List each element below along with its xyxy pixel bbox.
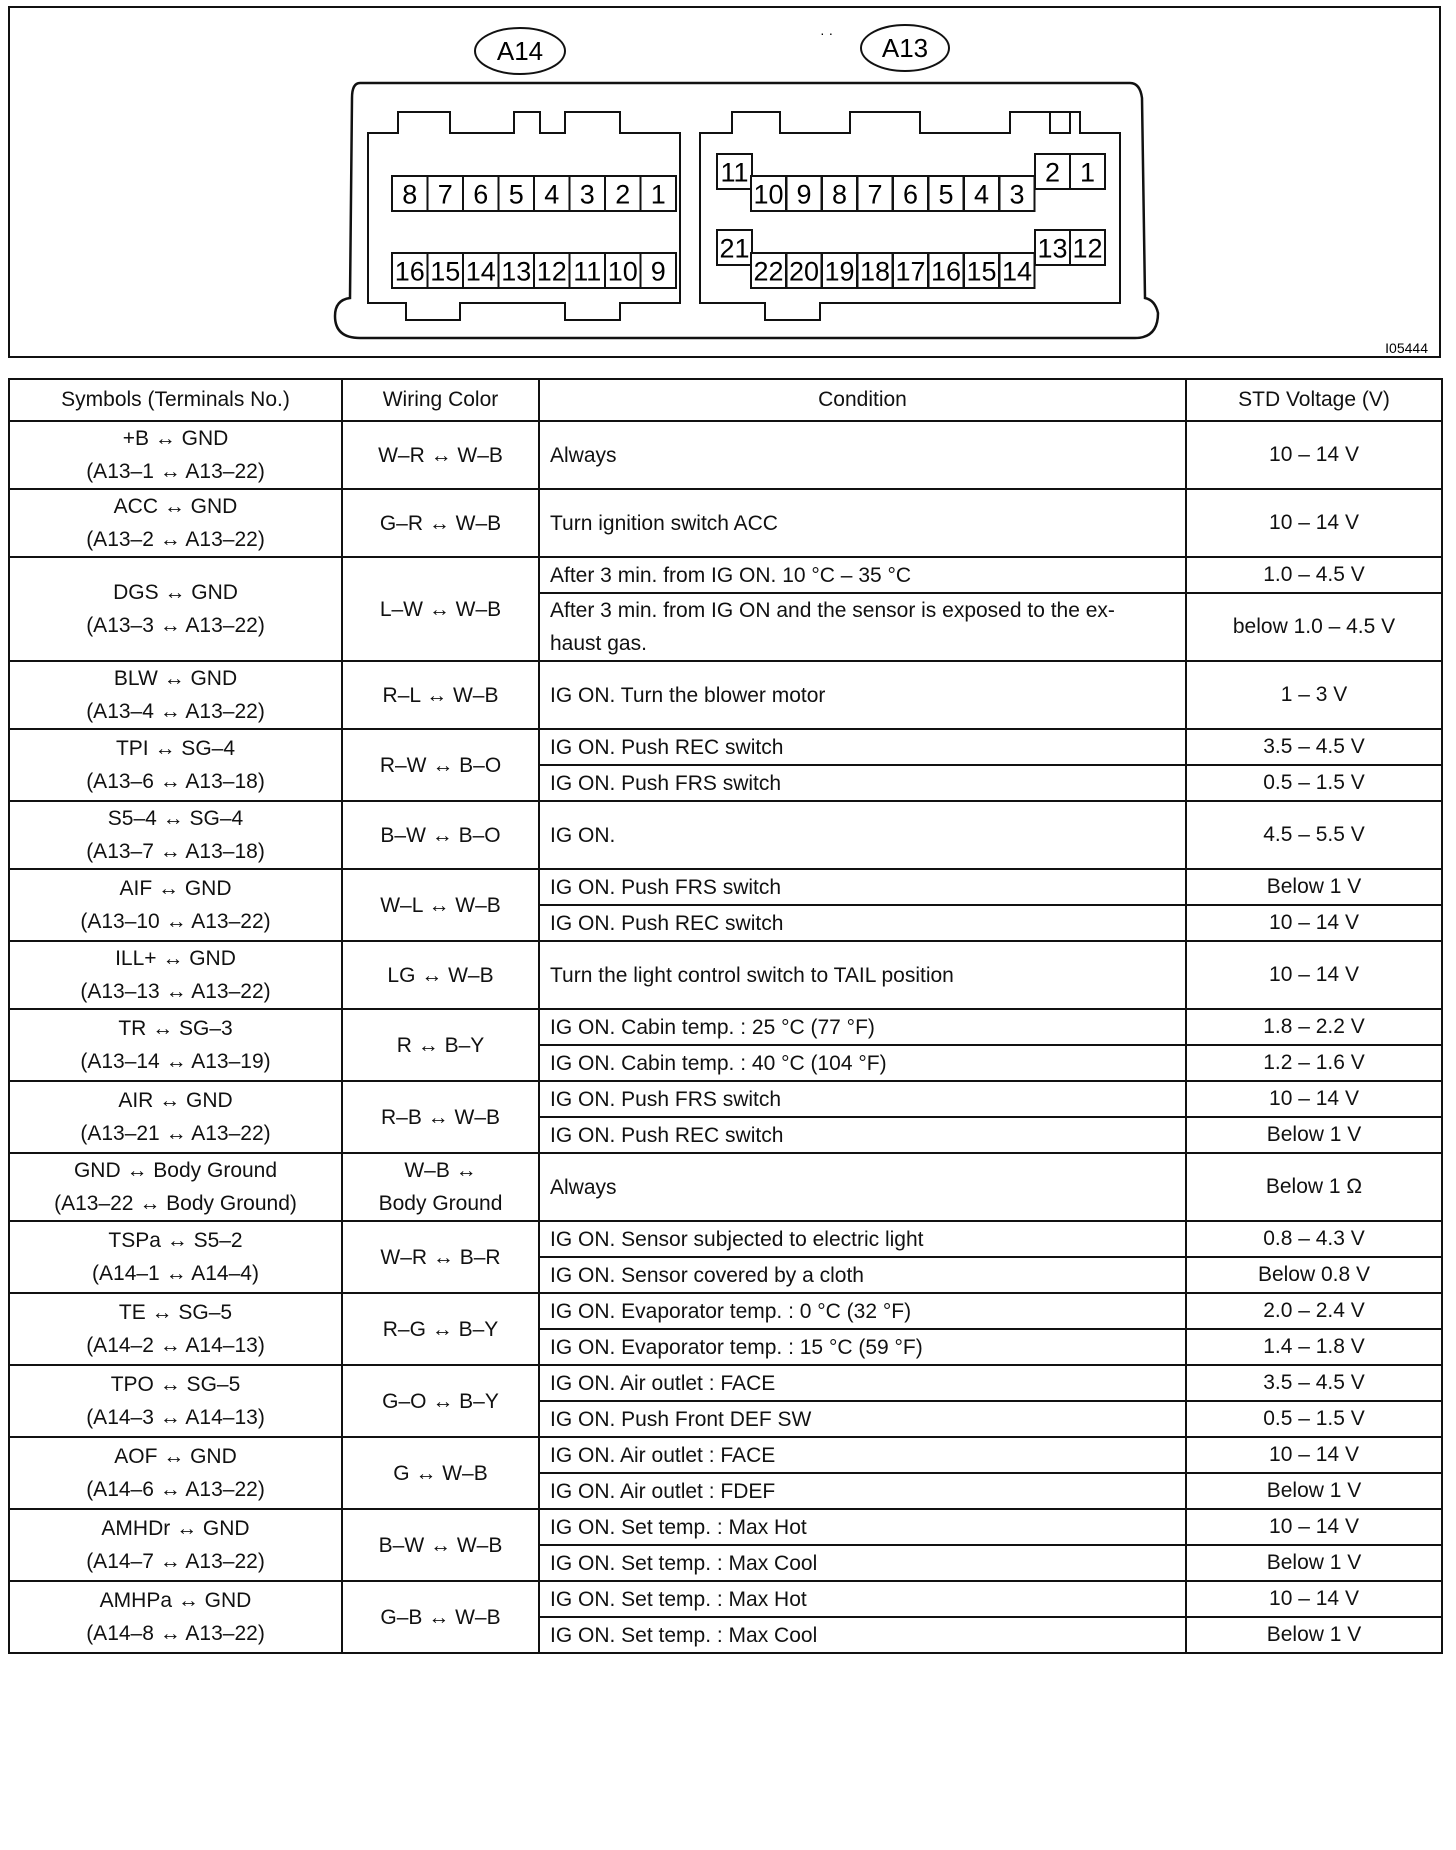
a14-pin-9: 9 xyxy=(650,256,666,287)
std-voltage-text: Below 1 V xyxy=(1266,1551,1362,1574)
symbol-text: AMHDr ↔ GND xyxy=(101,1517,250,1540)
a13-pin-2: 2 xyxy=(1044,157,1061,188)
terminal-numbers: (A13–13 ↔ A13–22) xyxy=(80,980,271,1003)
std-voltage-text: Below 1 V xyxy=(1266,1123,1362,1146)
std-voltage-text: 10 – 14 V xyxy=(1269,511,1359,534)
condition-cell xyxy=(539,593,1186,661)
condition-text: IG ON. Set temp. : Max Hot xyxy=(550,1515,807,1539)
a13-pin-13: 13 xyxy=(1037,233,1068,264)
terminal-numbers: (A14–2 ↔ A14–13) xyxy=(86,1334,265,1357)
a13-pin-4: 4 xyxy=(973,179,990,210)
terminal-numbers: (A13–14 ↔ A13–19) xyxy=(80,1050,271,1073)
std-voltage-text: 3.5 – 4.5 V xyxy=(1263,735,1365,758)
table-row xyxy=(9,557,1442,593)
a13-pin-7: 7 xyxy=(867,179,883,210)
a14-pin-10: 10 xyxy=(607,256,638,287)
condition-cell xyxy=(539,1117,1186,1153)
table-row xyxy=(9,869,1442,905)
symbol-cell xyxy=(9,1581,342,1653)
symbol-cell xyxy=(9,661,342,729)
std-voltage-cell xyxy=(1186,1081,1442,1117)
a14-pin-8: 8 xyxy=(402,179,418,210)
a14-pin-3: 3 xyxy=(579,179,595,210)
condition-text: IG ON. Push FRS switch xyxy=(550,875,782,899)
table-row xyxy=(9,1509,1442,1545)
condition-cell xyxy=(539,1473,1186,1509)
terminal-numbers: (A13–22 ↔ Body Ground) xyxy=(54,1192,297,1215)
std-voltage-text: Below 0.8 V xyxy=(1257,1263,1371,1286)
a13-pin-20: 20 xyxy=(788,256,820,287)
std-voltage-cell xyxy=(1186,421,1442,489)
condition-cell xyxy=(539,1401,1186,1437)
std-voltage-cell xyxy=(1186,1293,1442,1329)
wiring-color-text: W–R ↔ W–B xyxy=(378,443,503,467)
a13-pin-3: 3 xyxy=(1009,179,1025,210)
a13-pin-18: 18 xyxy=(859,256,891,287)
condition-text: IG ON. Evaporator temp. : 15 °C (59 °F) xyxy=(550,1335,923,1359)
wiring-color-cell xyxy=(342,1581,539,1653)
a13-pin-15: 15 xyxy=(966,256,997,287)
std-voltage-cell xyxy=(1186,489,1442,557)
wiring-color-cell xyxy=(342,661,539,729)
a13-pin-10: 10 xyxy=(753,179,784,210)
connector-drawing xyxy=(10,8,1438,356)
wiring-color-text: G–R ↔ W–B xyxy=(379,511,502,535)
std-voltage-cell xyxy=(1186,941,1442,1009)
condition-cell xyxy=(539,1329,1186,1365)
a13-label: A13 xyxy=(881,33,929,63)
symbol-text: TR ↔ SG–3 xyxy=(118,1017,233,1040)
condition-cell xyxy=(539,1257,1186,1293)
condition-text: Always xyxy=(550,1175,617,1199)
std-voltage-text: 0.5 – 1.5 V xyxy=(1263,771,1365,794)
a13-pin-9: 9 xyxy=(796,179,812,210)
std-voltage-cell xyxy=(1186,1545,1442,1581)
header-std-voltage: STD Voltage (V) xyxy=(1186,379,1442,421)
condition-cell xyxy=(539,421,1186,489)
std-voltage-text: 10 – 14 V xyxy=(1269,443,1359,466)
symbol-text: TPO ↔ SG–5 xyxy=(110,1373,241,1396)
terminal-numbers: (A13–3 ↔ A13–22) xyxy=(86,614,265,637)
condition-text: IG ON. Cabin temp. : 25 °C (77 °F) xyxy=(550,1015,875,1039)
std-voltage-text: Below 1 V xyxy=(1266,875,1362,898)
std-voltage-cell xyxy=(1186,1509,1442,1545)
condition-cell xyxy=(539,1009,1186,1045)
wiring-color-cell xyxy=(342,801,539,869)
condition-text: IG ON. Air outlet : FACE xyxy=(550,1443,776,1467)
wiring-color-text: R–W ↔ B–O xyxy=(379,753,502,777)
std-voltage-cell xyxy=(1186,869,1442,905)
a13-pin-17: 17 xyxy=(895,256,926,287)
condition-cell xyxy=(539,1045,1186,1081)
wiring-color-cell xyxy=(342,1221,539,1293)
std-voltage-cell xyxy=(1186,1329,1442,1365)
symbol-text: +B ↔ GND xyxy=(122,427,229,450)
std-voltage-text: 1.0 – 4.5 V xyxy=(1263,563,1365,586)
table-row xyxy=(9,489,1442,557)
condition-text: After 3 min. from IG ON. 10 °C – 35 °C xyxy=(550,563,912,587)
a13-pin-6: 6 xyxy=(902,179,919,210)
std-voltage-cell xyxy=(1186,1117,1442,1153)
header-symbols: Symbols (Terminals No.) xyxy=(9,379,342,421)
std-voltage-cell xyxy=(1186,801,1442,869)
condition-cell xyxy=(539,729,1186,765)
condition-cell xyxy=(539,661,1186,729)
std-voltage-cell xyxy=(1186,1221,1442,1257)
std-voltage-cell xyxy=(1186,1473,1442,1509)
std-voltage-text: Below 1 V xyxy=(1266,1623,1362,1646)
a14-pin-13: 13 xyxy=(501,256,532,287)
condition-text: IG ON. Push REC switch xyxy=(550,1123,784,1147)
symbol-text: ILL+ ↔ GND xyxy=(115,947,236,970)
condition-cell xyxy=(539,1437,1186,1473)
condition-text: IG ON. Turn the blower motor xyxy=(550,683,826,707)
a13-pin-16: 16 xyxy=(930,256,962,287)
symbol-text: ACC ↔ GND xyxy=(113,495,238,518)
condition-text: IG ON. Set temp. : Max Cool xyxy=(550,1623,818,1647)
symbol-cell xyxy=(9,801,342,869)
symbol-text: TSPa ↔ S5–2 xyxy=(108,1229,243,1252)
table-row xyxy=(9,1153,1442,1221)
a14-pin-14: 14 xyxy=(465,256,496,287)
std-voltage-cell xyxy=(1186,729,1442,765)
terminal-numbers: (A14–7 ↔ A13–22) xyxy=(86,1550,265,1573)
condition-text-2: haust gas. xyxy=(550,632,647,655)
a14-pin-7: 7 xyxy=(437,179,453,210)
symbol-text: AMHPa ↔ GND xyxy=(99,1589,252,1612)
wiring-color-text: LG ↔ W–B xyxy=(387,963,494,987)
condition-cell xyxy=(539,869,1186,905)
std-voltage-text: 10 – 14 V xyxy=(1269,1587,1359,1610)
condition-cell xyxy=(539,1617,1186,1653)
terminal-numbers: (A13–21 ↔ A13–22) xyxy=(80,1122,271,1145)
stray-mark: · · xyxy=(820,25,834,41)
condition-text: After 3 min. from IG ON and the sensor is exposed to the ex- xyxy=(550,599,1115,622)
wiring-color-cell xyxy=(342,1081,539,1153)
wiring-color-text: L–W ↔ W–B xyxy=(379,597,502,621)
table-row xyxy=(9,801,1442,869)
condition-text: IG ON. Sensor subjected to electric light xyxy=(550,1227,924,1251)
terminal-numbers: (A13–1 ↔ A13–22) xyxy=(86,460,265,483)
a14-pin-15: 15 xyxy=(430,256,461,287)
table-row xyxy=(9,1081,1442,1117)
std-voltage-text: 10 – 14 V xyxy=(1269,1443,1359,1466)
wiring-color-text: G–O ↔ B–Y xyxy=(382,1389,499,1413)
condition-text: IG ON. Set temp. : Max Cool xyxy=(550,1551,818,1575)
std-voltage-cell xyxy=(1186,1617,1442,1653)
a14-pin-11: 11 xyxy=(573,256,602,287)
wiring-color-cell xyxy=(342,729,539,801)
condition-text: IG ON. Push FRS switch xyxy=(550,771,782,795)
terminal-numbers: (A14–8 ↔ A13–22) xyxy=(86,1622,265,1645)
symbol-text: TPI ↔ SG–4 xyxy=(115,737,236,760)
std-voltage-cell xyxy=(1186,661,1442,729)
wiring-color-text: R–B ↔ W–B xyxy=(380,1105,501,1129)
condition-text: IG ON. Sensor covered by a cloth xyxy=(550,1263,864,1287)
terminal-numbers: (A14–3 ↔ A14–13) xyxy=(86,1406,265,1429)
wiring-color-cell xyxy=(342,941,539,1009)
a14-pin-5: 5 xyxy=(508,179,524,210)
wiring-color-cell xyxy=(342,1437,539,1509)
terminal-numbers: (A13–4 ↔ A13–22) xyxy=(86,700,265,723)
condition-text: Always xyxy=(550,443,617,467)
header-wiring-color: Wiring Color xyxy=(342,379,539,421)
std-voltage-cell xyxy=(1186,1009,1442,1045)
std-voltage-cell xyxy=(1186,1581,1442,1617)
symbol-cell xyxy=(9,941,342,1009)
terminal-numbers: (A13–7 ↔ A13–18) xyxy=(86,840,265,863)
condition-cell xyxy=(539,1581,1186,1617)
symbol-cell xyxy=(9,1365,342,1437)
symbol-cell xyxy=(9,1009,342,1081)
std-voltage-cell xyxy=(1186,1045,1442,1081)
std-voltage-text: 2.0 – 2.4 V xyxy=(1263,1299,1365,1322)
symbol-cell xyxy=(9,729,342,801)
table-row xyxy=(9,941,1442,1009)
wiring-color-text: G–B ↔ W–B xyxy=(380,1605,501,1629)
condition-cell xyxy=(539,1545,1186,1581)
condition-text: IG ON. xyxy=(550,823,616,847)
wiring-color-text: W–R ↔ B–R xyxy=(380,1245,501,1269)
a13-pin-8: 8 xyxy=(831,179,848,210)
condition-text: IG ON. Evaporator temp. : 0 °C (32 °F) xyxy=(550,1299,912,1323)
a13-pin-5: 5 xyxy=(938,179,954,210)
a13-pin-19: 19 xyxy=(824,256,855,287)
symbol-text: DGS ↔ GND xyxy=(113,581,238,604)
symbol-cell xyxy=(9,421,342,489)
table-row xyxy=(9,421,1442,489)
symbol-cell xyxy=(9,1437,342,1509)
wiring-color-cell xyxy=(342,489,539,557)
condition-cell xyxy=(539,941,1186,1009)
terminal-numbers: (A13–6 ↔ A13–18) xyxy=(86,770,265,793)
std-voltage-text: 1.2 – 1.6 V xyxy=(1263,1051,1365,1074)
a14-pin-6: 6 xyxy=(473,179,489,210)
header-condition: Condition xyxy=(539,379,1186,421)
condition-cell xyxy=(539,905,1186,941)
a14-pin-2: 2 xyxy=(615,179,631,210)
a13-pin-1: 1 xyxy=(1079,157,1096,188)
a14-pin-4: 4 xyxy=(544,179,560,210)
condition-cell xyxy=(539,1509,1186,1545)
pin-grid xyxy=(392,154,1105,288)
wiring-color-cell xyxy=(342,1153,539,1221)
symbol-cell xyxy=(9,1221,342,1293)
std-voltage-cell xyxy=(1186,1257,1442,1293)
condition-cell xyxy=(539,1221,1186,1257)
wiring-color-text: R–L ↔ W–B xyxy=(382,683,499,707)
condition-cell xyxy=(539,1153,1186,1221)
wiring-color-text: R–G ↔ B–Y xyxy=(382,1317,499,1341)
table-row xyxy=(9,1437,1442,1473)
a14-pin-12: 12 xyxy=(536,256,567,287)
terminal-numbers: (A13–10 ↔ A13–22) xyxy=(80,910,271,933)
symbol-cell xyxy=(9,557,342,661)
table-row xyxy=(9,1293,1442,1329)
std-voltage-cell xyxy=(1186,557,1442,593)
symbol-text: GND ↔ Body Ground xyxy=(73,1159,278,1182)
symbol-text: AIF ↔ GND xyxy=(119,877,232,900)
std-voltage-cell xyxy=(1186,1437,1442,1473)
std-voltage-text: 1.8 – 2.2 V xyxy=(1263,1015,1365,1038)
std-voltage-cell xyxy=(1186,1153,1442,1221)
table-row xyxy=(9,1365,1442,1401)
wiring-color-cell xyxy=(342,421,539,489)
wiring-color-cell xyxy=(342,1009,539,1081)
std-voltage-text: 0.5 – 1.5 V xyxy=(1263,1407,1365,1430)
std-voltage-text: 1.4 – 1.8 V xyxy=(1263,1335,1365,1358)
std-voltage-text: 1 – 3 V xyxy=(1280,683,1348,706)
a14-pin-1: 1 xyxy=(650,179,666,210)
condition-text: IG ON. Push REC switch xyxy=(550,911,784,935)
terminal-numbers: (A13–2 ↔ A13–22) xyxy=(86,528,265,551)
condition-text: IG ON. Air outlet : FDEF xyxy=(550,1479,776,1503)
std-voltage-cell xyxy=(1186,593,1442,661)
std-voltage-cell xyxy=(1186,765,1442,801)
symbol-cell xyxy=(9,1081,342,1153)
terminal-voltage-table xyxy=(8,378,1443,1654)
table-body xyxy=(9,421,1442,1653)
wiring-color-text: B–W ↔ W–B xyxy=(378,1533,503,1557)
symbol-text: AOF ↔ GND xyxy=(114,1445,237,1468)
std-voltage-text: 10 – 14 V xyxy=(1269,963,1359,986)
a13-pin-12: 12 xyxy=(1072,233,1103,264)
table-row xyxy=(9,1221,1442,1257)
condition-cell xyxy=(539,1293,1186,1329)
terminal-numbers: (A14–1 ↔ A14–4) xyxy=(92,1262,259,1285)
condition-text: IG ON. Push Front DEF SW xyxy=(550,1407,812,1431)
condition-cell xyxy=(539,765,1186,801)
symbol-cell xyxy=(9,1293,342,1365)
a13-pin-21: 21 xyxy=(719,233,750,264)
condition-cell xyxy=(539,557,1186,593)
std-voltage-text: 3.5 – 4.5 V xyxy=(1263,1371,1365,1394)
condition-text: Turn ignition switch ACC xyxy=(550,511,778,535)
terminal-numbers: (A14–6 ↔ A13–22) xyxy=(86,1478,265,1501)
symbol-cell xyxy=(9,1509,342,1581)
std-voltage-cell xyxy=(1186,905,1442,941)
symbol-cell xyxy=(9,869,342,941)
table-row xyxy=(9,729,1442,765)
a14-pin-16: 16 xyxy=(394,256,425,287)
std-voltage-text: 0.8 – 4.3 V xyxy=(1263,1227,1365,1250)
wiring-color-text: B–W ↔ B–O xyxy=(380,823,501,847)
wiring-color-cell xyxy=(342,1293,539,1365)
wiring-color-cell xyxy=(342,1365,539,1437)
symbol-text: TE ↔ SG–5 xyxy=(118,1301,233,1324)
a13-pin-14: 14 xyxy=(1001,256,1033,287)
std-voltage-text: 10 – 14 V xyxy=(1269,911,1359,934)
table-row xyxy=(9,661,1442,729)
std-voltage-text: 4.5 – 5.5 V xyxy=(1263,823,1365,846)
a13-pin-22: 22 xyxy=(753,256,784,287)
std-voltage-text: Below 1 V xyxy=(1266,1479,1362,1502)
table-row xyxy=(9,1581,1442,1617)
std-voltage-text: 10 – 14 V xyxy=(1269,1515,1359,1538)
table-header-row xyxy=(9,379,1442,421)
wiring-color-text: G ↔ W–B xyxy=(393,1461,488,1485)
wiring-color-cell xyxy=(342,557,539,661)
symbol-text: AIR ↔ GND xyxy=(118,1089,233,1112)
condition-text: IG ON. Air outlet : FACE xyxy=(550,1371,776,1395)
symbol-text: BLW ↔ GND xyxy=(113,667,238,690)
figure-code: I05444 xyxy=(1385,340,1428,356)
condition-text: IG ON. Cabin temp. : 40 °C (104 °F) xyxy=(550,1051,887,1075)
wiring-color-cell xyxy=(342,869,539,941)
condition-text: IG ON. Push FRS switch xyxy=(550,1087,782,1111)
wiring-color-cell xyxy=(342,1509,539,1581)
condition-cell xyxy=(539,1081,1186,1117)
condition-cell xyxy=(539,1365,1186,1401)
std-voltage-text: Below 1 Ω xyxy=(1265,1175,1363,1198)
symbol-text: S5–4 ↔ SG–4 xyxy=(107,807,244,830)
wiring-color-text-2: Body Ground xyxy=(378,1192,503,1215)
symbol-cell xyxy=(9,489,342,557)
a14-label: A14 xyxy=(496,36,544,66)
connector-diagram xyxy=(8,6,1441,358)
condition-text: IG ON. Push REC switch xyxy=(550,735,784,759)
condition-text: Turn the light control switch to TAIL position xyxy=(550,963,954,987)
std-voltage-cell xyxy=(1186,1401,1442,1437)
condition-cell xyxy=(539,801,1186,869)
symbol-cell xyxy=(9,1153,342,1221)
table-row xyxy=(9,1009,1442,1045)
wiring-color-text: W–L ↔ W–B xyxy=(380,893,501,917)
std-voltage-cell xyxy=(1186,1365,1442,1401)
std-voltage-text: below 1.0 – 4.5 V xyxy=(1232,615,1396,638)
wiring-color-text: W–B ↔ xyxy=(404,1159,477,1182)
condition-cell xyxy=(539,489,1186,557)
wiring-color-text: R ↔ B–Y xyxy=(396,1033,485,1057)
std-voltage-text: 10 – 14 V xyxy=(1269,1087,1359,1110)
condition-text: IG ON. Set temp. : Max Hot xyxy=(550,1587,807,1611)
a13-pin-11: 11 xyxy=(720,157,749,188)
